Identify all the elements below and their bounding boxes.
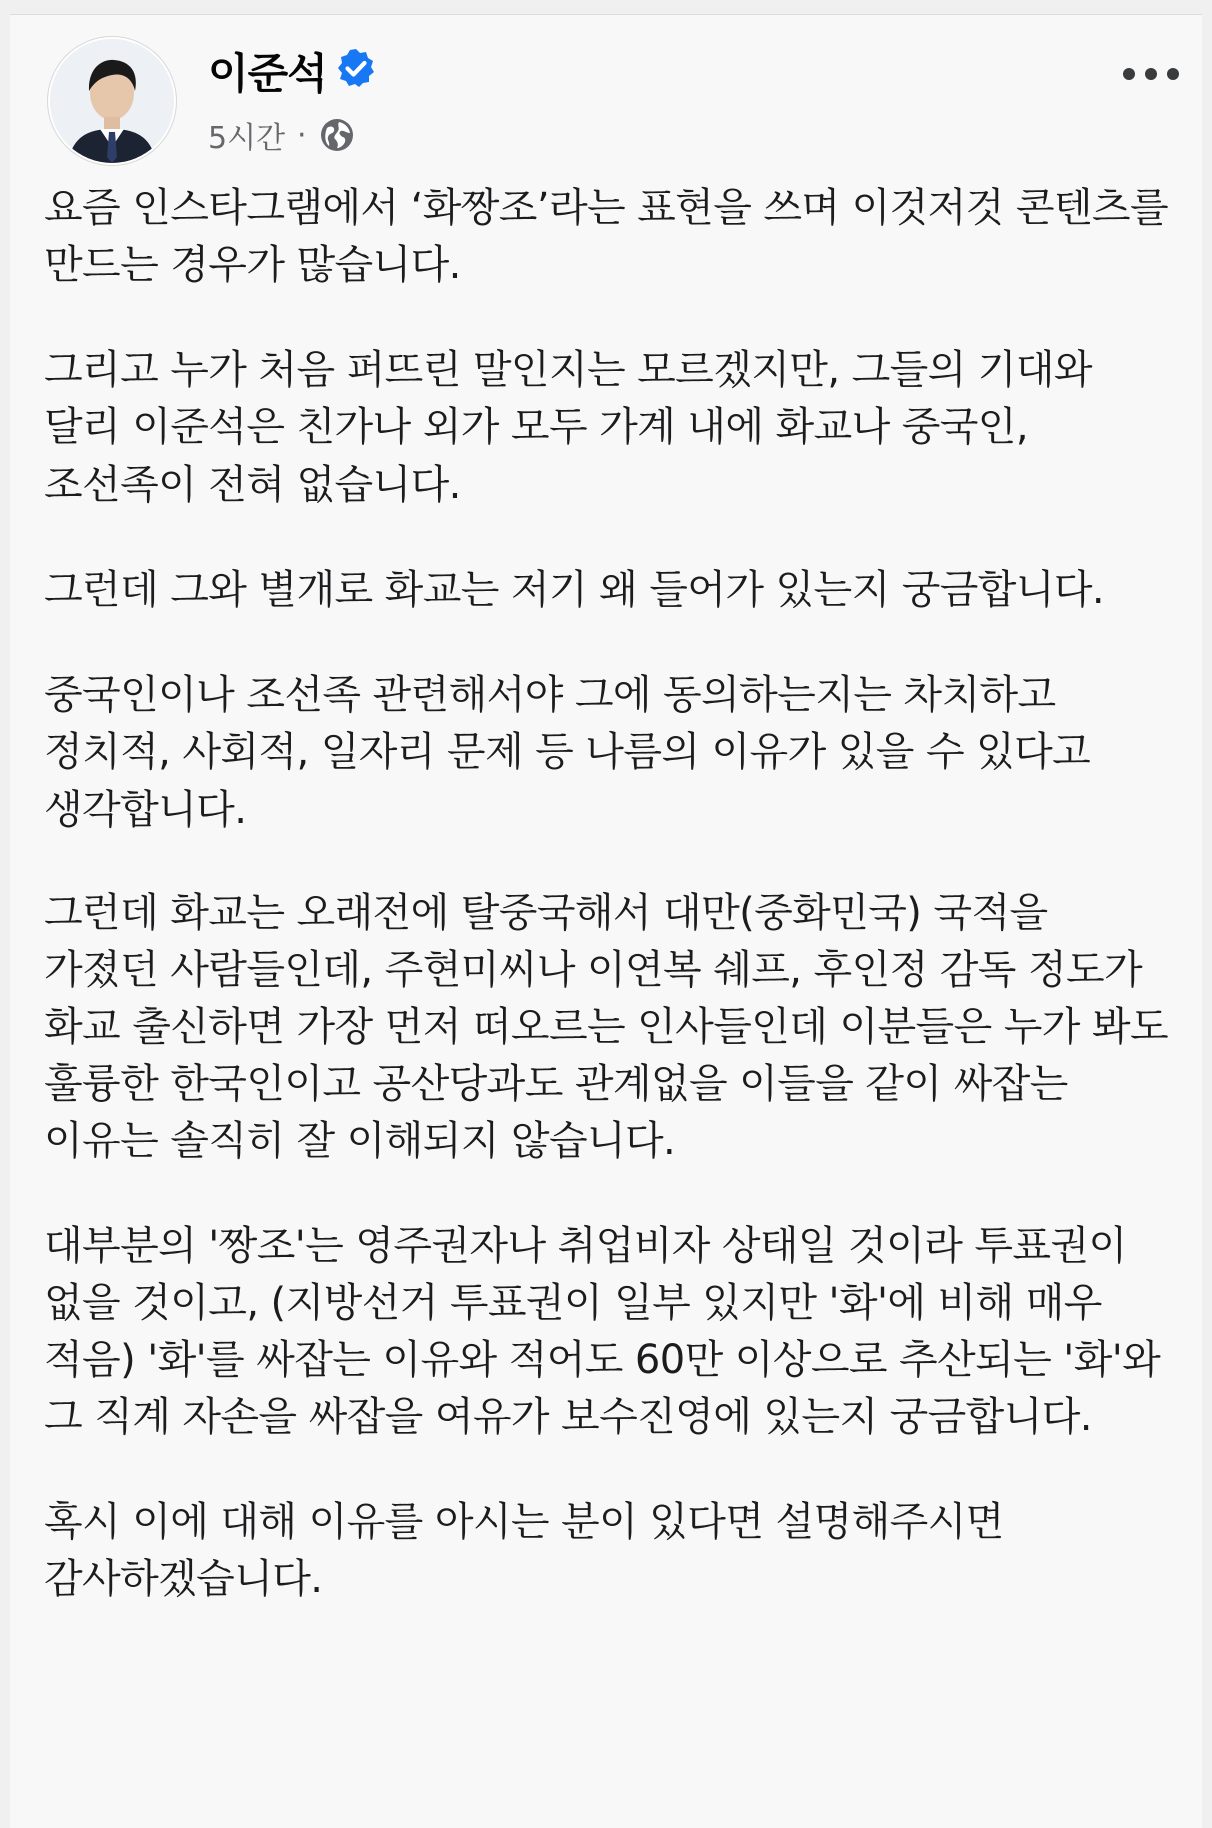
post-card xyxy=(10,14,1202,1828)
post-text-line: 만드는 경우가 많습니다. xyxy=(44,242,461,288)
post-text-line: 감사하겠습니다. xyxy=(44,1556,323,1602)
post-text-line: 가졌던 사람들인데, 주현미씨나 이연복 쉐프, 후인정 감독 정도가 xyxy=(44,947,1143,993)
post-text-line: 적음) '화'를 싸잡는 이유와 적어도 60만 이상으로 추산되는 '화'와 xyxy=(44,1337,1161,1383)
post-text-line: 조선족이 전혀 없습니다. xyxy=(44,462,461,508)
post-timestamp[interactable]: 5시간 xyxy=(208,121,286,156)
post-text-line: 그 직계 자손을 싸잡을 여유가 보수진영에 있는지 궁금합니다. xyxy=(44,1394,1092,1440)
post-text-line: 그런데 그와 별개로 화교는 저기 왜 들어가 있는지 궁금합니다. xyxy=(44,567,1105,613)
post-text-line: 훌륭한 한국인이고 공산당과도 관계없을 이들을 같이 싸잡는 xyxy=(44,1061,1068,1107)
post-text-line: 정치적, 사회적, 일자리 문제 등 나름의 이유가 있을 수 있다고 xyxy=(44,729,1091,775)
meta-separator: · xyxy=(297,117,307,153)
post-text-line: 그리고 누가 처음 퍼뜨린 말인지는 모르겠지만, 그들의 기대와 xyxy=(44,347,1092,393)
post-text-line: 생각합니다. xyxy=(44,787,247,833)
post-text-line: 화교 출신하면 가장 먼저 떠오르는 인사들인데 이분들은 누가 봐도 xyxy=(44,1004,1168,1050)
post-text-line: 대부분의 '짱조'는 영주권자나 취업비자 상태일 것이라 투표권이 xyxy=(44,1223,1127,1269)
post-text-line: 그런데 화교는 오래전에 탈중국해서 대만(중화민국) 국적을 xyxy=(44,890,1048,936)
author-name[interactable]: 이준석 xyxy=(208,49,327,98)
post-text-line: 달리 이준석은 친가나 외가 모두 가계 내에 화교나 중국인, xyxy=(44,404,1028,450)
post-text-line: 중국인이나 조선족 관련해서야 그에 동의하는지는 차치하고 xyxy=(44,672,1056,718)
post-text-line: 이유는 솔직히 잘 이해되지 않습니다. xyxy=(44,1118,676,1164)
post-text-line: 혹시 이에 대해 이유를 아시는 분이 있다면 설명해주시면 xyxy=(44,1499,1004,1545)
post-body xyxy=(10,15,1202,1828)
post-text-line: 요즘 인스타그램에서 ‘화짱조’라는 표현을 쓰며 이것저것 콘텐츠를 xyxy=(44,185,1168,231)
post-text-line: 없을 것이고, (지방선거 투표권이 일부 있지만 '화'에 비해 매우 xyxy=(44,1280,1102,1326)
